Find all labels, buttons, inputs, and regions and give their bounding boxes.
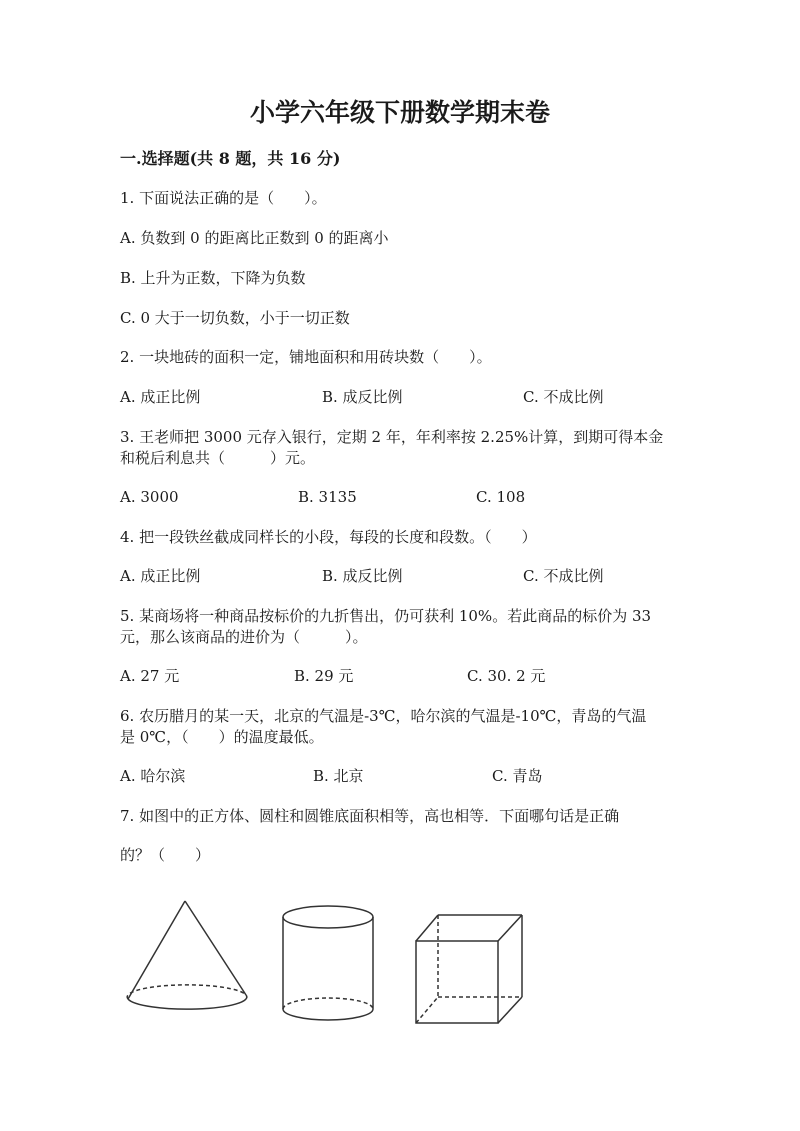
question-2-stem: 2. 一块地砖的面积一定，铺地面积和用砖块数（ ）。 (120, 348, 492, 366)
question-2-option-b: B. 成反比例 (322, 388, 403, 406)
question-6-option-b: B. 北京 (313, 767, 364, 785)
question-4-option-b: B. 成反比例 (322, 567, 403, 585)
question-6-option-c: C. 青岛 (492, 767, 543, 785)
question-2-option-c: C. 不成比例 (523, 388, 604, 406)
question-4-stem: 4. 把一段铁丝截成同样长的小段，每段的长度和段数。（ ） (120, 528, 537, 546)
question-1-stem: 1. 下面说法正确的是（ ）。 (120, 189, 327, 207)
question-3-option-c: C. 108 (476, 488, 526, 506)
question-5-stem-line-1: 5. 某商场将一种商品按标价的九折售出，仍可获利 10%。若此商品的标价为 33 (120, 607, 652, 625)
cube-figure (416, 915, 522, 1023)
question-5-option-a: A. 27 元 (120, 667, 180, 685)
question-6-stem-line-2: 是 0℃，（ ）的温度最低。 (120, 728, 324, 746)
question-5-option-b: B. 29 元 (294, 667, 354, 685)
page-title: 小学六年级下册数学期末卷 (249, 98, 550, 127)
question-1-option-b: B. 上升为正数，下降为负数 (120, 269, 306, 287)
question-1-option-c: C. 0 大于一切负数，小于一切正数 (120, 309, 350, 327)
question-6-option-a: A. 哈尔滨 (120, 767, 186, 785)
cone-figure (127, 901, 247, 1009)
question-7-stem-line-2: 的？（ ） (120, 846, 211, 864)
question-3-stem-line-1: 3. 王老师把 3000 元存入银行，定期 2 年，年利率按 2.25%计算，到期可得本金 (120, 428, 664, 446)
question-3-option-a: A. 3000 (120, 488, 179, 506)
question-6-stem-line-1: 6. 农历腊月的某一天，北京的气温是-3℃，哈尔滨的气温是-10℃，青岛的气温 (120, 707, 647, 725)
question-4-option-c: C. 不成比例 (523, 567, 604, 585)
question-4-option-a: A. 成正比例 (120, 567, 201, 585)
cylinder-figure (283, 906, 373, 1020)
section-heading: 一.选择题(共 8 题，共 16 分) (120, 149, 341, 168)
solid-figures (120, 895, 560, 1030)
question-7-stem-line-1: 7. 如图中的正方体、圆柱和圆锥底面积相等，高也相等．下面哪句话是正确 (120, 807, 620, 825)
question-5-stem-line-2: 元，那么该商品的进价为（ ）。 (120, 628, 368, 646)
question-5-option-c: C. 30. 2 元 (467, 667, 546, 685)
question-3-option-b: B. 3135 (298, 488, 357, 506)
question-1-option-a: A. 负数到 0 的距离比正数到 0 的距离小 (120, 229, 389, 247)
question-2-option-a: A. 成正比例 (120, 388, 201, 406)
question-3-stem-line-2: 和税后利息共（ ）元。 (120, 449, 316, 467)
